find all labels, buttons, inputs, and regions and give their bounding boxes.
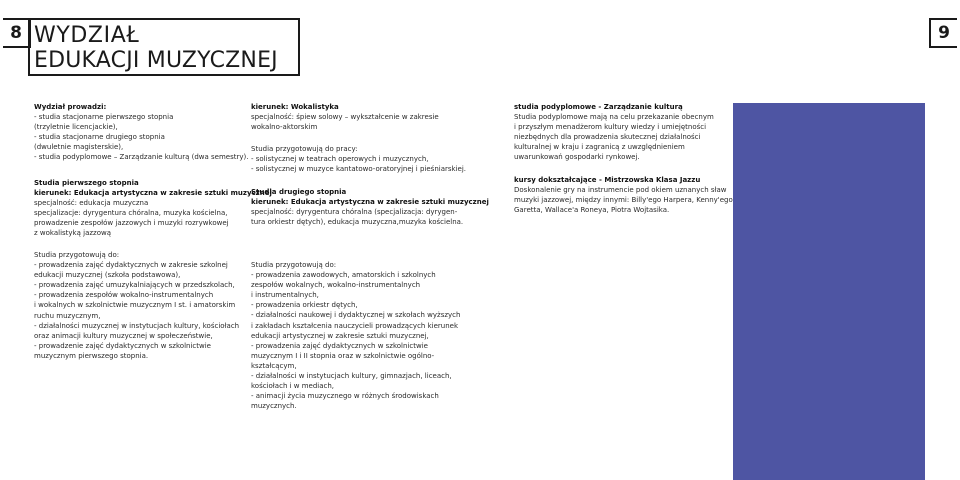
col1-s2-line: - prowadzenia zajęć dydaktycznych w zakresie szkolnej <box>34 261 228 270</box>
column-2-top <box>251 102 489 227</box>
col1-s2-line: edukacji muzycznej (szkoła podstawowa), <box>34 271 181 280</box>
col2-s3-line: kościołach i w mediach, <box>251 382 335 391</box>
col2-s3-line: - animacji życia muzycznego w różnych środowiskach <box>251 392 439 401</box>
col3-line: i przyszłym menadżerom kultury wiedzy i umiejętności <box>514 123 707 132</box>
col2-s2-line: tura orkiestr dętych), edukacja muzyczna,muzyka kościelna. <box>251 217 464 226</box>
col1-s2-line: oraz animacji kultury muzycznej w społeczeństwie, <box>34 331 213 340</box>
col1-line: (trzyletnie licencjackie), <box>34 123 118 132</box>
col2-s2-kierunek: kierunek: Edukacja artystyczna w zakresie sztuki muzycznej <box>251 197 489 206</box>
col1-s1-line: z wokalistyką jazzową <box>34 229 111 238</box>
col2-s3-line: i zakładach kształcenia nauczycieli prowadzących kierunek <box>251 321 458 330</box>
col2-line: - solistycznej w muzyce kantatowo-oratoryjnej i pieśniarskiej. <box>251 165 466 174</box>
col1-s1-heading: Studia pierwszego stopnia <box>34 178 139 187</box>
col2-line: wokalno-aktorskim <box>251 123 318 132</box>
col2-s3-line: - działalności w instytucjach kultury, gimnazjach, liceach, <box>251 372 452 381</box>
col2-s3-line: - prowadzenia orkiestr dętych, <box>251 301 358 310</box>
col1-s2-line: ruchu muzycznym, <box>34 311 101 320</box>
col2-kierunek: kierunek: Wokalistyka <box>251 103 339 111</box>
col3-line: Studia podyplomowe mają na celu przekazanie obecnym <box>514 113 714 122</box>
column-2-bottom <box>251 260 461 411</box>
col1-s1-line: specjalność: edukacja muzyczna <box>34 198 149 207</box>
column-3 <box>514 102 733 215</box>
col2-s3-line: kształcącym, <box>251 361 297 370</box>
col1-line: (dwuletnie magisterskie), <box>34 143 124 152</box>
col2-line: specjalność: śpiew solowy – wykształcenie w zakresie <box>251 113 439 122</box>
col2-line: Studia przygotowują do pracy: <box>251 145 358 154</box>
col1-s2-line: - prowadzenie zajęć dydaktycznych w szkolnictwie <box>34 341 211 350</box>
col2-s3-line: zespołów wokalnych, wokalno-instrumentalnych <box>251 281 421 290</box>
col3-heading-1: studia podyplomowe - Zarządzanie kulturą <box>514 103 683 111</box>
col1-line: - studia stacjonarne pierwszego stopnia <box>34 113 174 122</box>
col3-line: niezbędnych dla prowadzenia skutecznej działalności <box>514 133 701 142</box>
col1-s1-line: prowadzenie zespołów jazzowych i muzyki rozrywkowej <box>34 218 229 227</box>
page-number-left: 8 <box>3 18 31 48</box>
col2-s2-heading: Studia drugiego stopnia <box>251 187 347 196</box>
col2-s3-line: Studia przygotowują do: <box>251 261 337 269</box>
col2-s3-line: edukacji artystycznej w zakresie sztuki muzycznej, <box>251 331 429 340</box>
column-1-bottom <box>34 250 240 361</box>
col2-s3-line: - prowadzenia zawodowych, amatorskich i szkolnych <box>251 271 436 280</box>
col3-line: uwarunkowań gospodarki rynkowej. <box>514 153 640 162</box>
col2-s3-line: i instrumentalnych, <box>251 291 319 300</box>
col2-s3-line: muzycznych. <box>251 402 297 411</box>
column-1-top <box>34 102 272 238</box>
col2-s3-line: - prowadzenia zajęć dydaktycznych w szkolnictwie <box>251 341 428 350</box>
title-line-2: EDUKACJI MUZYCZNEJ <box>34 48 278 73</box>
col1-s2-line: Studia przygotowują do: <box>34 251 120 259</box>
col3-line: Doskonalenie gry na instrumencie pod okiem uznanych sław <box>514 185 727 194</box>
col2-s2-line: specjalność: dyrygentura chóralna (specjalizacja: dyrygen- <box>251 207 458 216</box>
col1-heading: Wydział prowadzi: <box>34 103 107 111</box>
title-line-1: WYDZIAŁ <box>34 23 140 48</box>
col1-line: - studia podyplomowe – Zarządzanie kulturą (dwa semestry). <box>34 153 249 162</box>
col1-s1-kierunek: kierunek: Edukacja artystyczna w zakresie sztuki muzycznej <box>34 188 272 197</box>
col2-line: - solistycznej w teatrach operowych i muzycznych, <box>251 155 429 164</box>
col3-line: Garetta, Wallace'a Roneya, Piotra Wojtasika. <box>514 205 670 214</box>
page-title <box>28 18 300 76</box>
col1-s2-line: - prowadzenia zespołów wokalno-instrumentalnych <box>34 291 214 300</box>
col1-s1-line: specjalizacje: dyrygentura chóralna, muzyka kościelna, <box>34 208 228 217</box>
accent-color-block <box>733 103 925 480</box>
col1-s2-line: muzycznym pierwszego stopnia. <box>34 351 149 360</box>
col1-s2-line: i wokalnych w szkolnictwie muzycznym I st. i amatorskim <box>34 301 236 310</box>
page-number-right: 9 <box>929 18 957 48</box>
col3-line: kulturalnej w kraju i zagranicą z uwzględnieniem <box>514 143 685 152</box>
col3-line: muzyki jazzowej, między innymi: Billy'ego Harpera, Kenny'ego <box>514 195 733 204</box>
col2-s3-line: - działalności naukowej i dydaktycznej w szkołach wyższych <box>251 311 461 320</box>
col2-s3-line: muzycznym I i II stopnia oraz w szkolnictwie ogólno- <box>251 351 435 360</box>
col3-heading-2: kursy dokształcające - Mistrzowska Klasa Jazzu <box>514 175 701 184</box>
col1-line: - studia stacjonarne drugiego stopnia <box>34 133 165 142</box>
col1-s2-line: - działalności muzycznej w instytucjach kultury, kościołach <box>34 321 240 330</box>
col1-s2-line: - prowadzenia zajęć umuzykalniających w przedszkolach, <box>34 281 235 290</box>
